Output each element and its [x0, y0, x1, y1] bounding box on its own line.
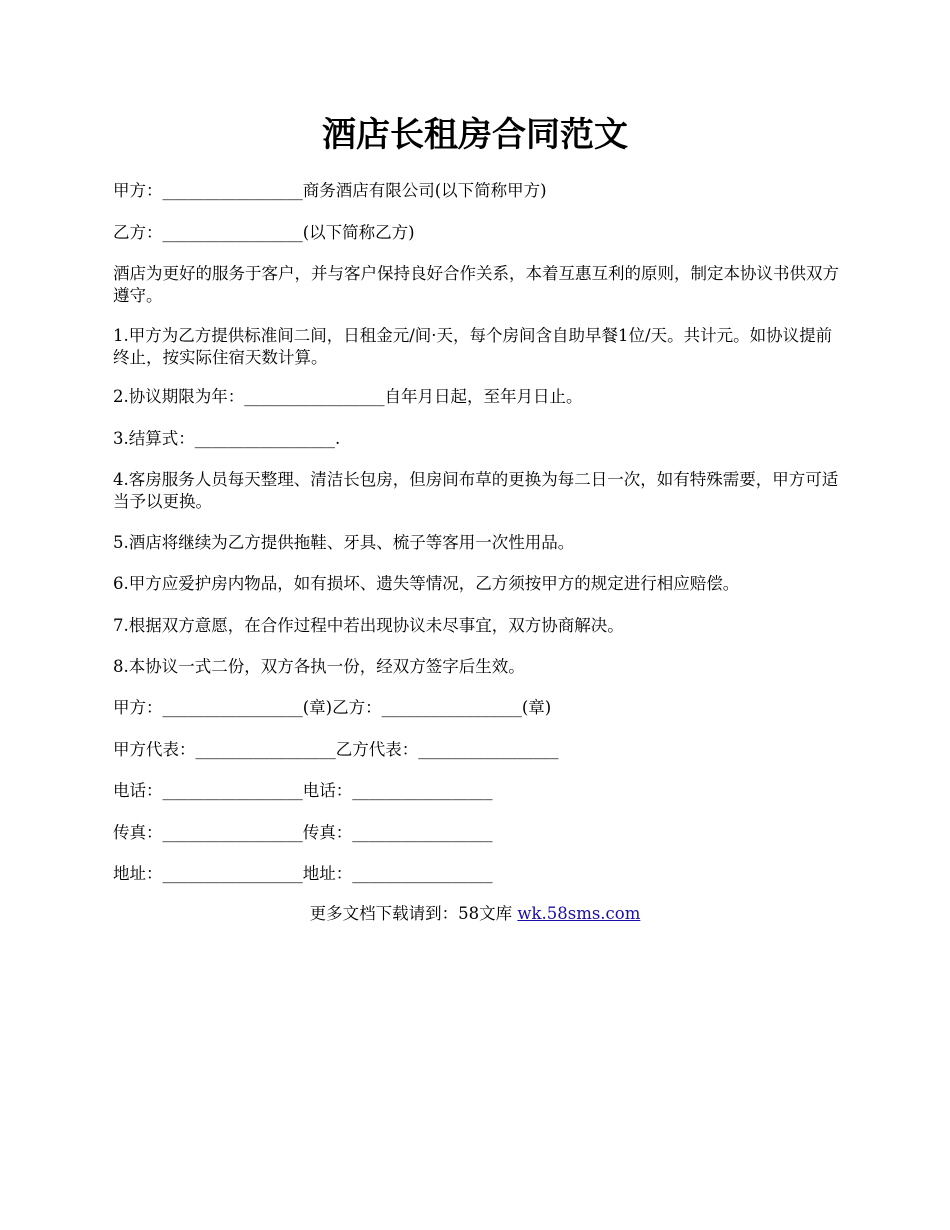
- clause-1: 1.甲方为乙方提供标准间二间，日租金元/间·天，每个房间含自助早餐1位/天。共计元。如协议提前终止，按实际住宿天数计算。: [113, 326, 833, 367]
- clause-2: 2.协议期限为年：_________________自年月日起，至年月日止。: [113, 387, 583, 406]
- party-a-line: 甲方：_________________商务酒店有限公司(以下简称甲方): [113, 181, 547, 200]
- clause-6: 6.甲方应爱护房内物品，如有损坏、遗失等情况，乙方须按甲方的规定进行相应赔偿。: [113, 574, 740, 593]
- phone-line: 电话：_________________电话：_________________: [113, 781, 493, 800]
- clause-7: 7.根据双方意愿，在合作过程中若出现协议未尽事宜，双方协商解决。: [113, 616, 624, 635]
- clause-8: 8.本协议一式二份，双方各执一份，经双方签字后生效。: [113, 657, 525, 676]
- representative-line: 甲方代表：_________________乙方代表：_________________: [113, 740, 559, 759]
- clause-5: 5.酒店将继续为乙方提供拖鞋、牙具、梳子等客用一次性用品。: [113, 533, 575, 552]
- address-line: 地址：_________________地址：_________________: [113, 864, 493, 883]
- document-title: 酒店长租房合同范文: [322, 115, 628, 155]
- clause-4: 4.客房服务人员每天整理、清洁长包房，但房间布草的更换为每二日一次，如有特殊需要，甲方可适当予以更换。: [113, 470, 839, 511]
- fax-line: 传真：_________________传真：_________________: [113, 823, 493, 842]
- preamble-paragraph: 酒店为更好的服务于客户，并与客户保持良好合作关系，本着互惠互利的原则，制定本协议书供双方遵守。: [113, 264, 839, 305]
- signature-seal-line: 甲方：_________________(章)乙方：_________________(章): [113, 698, 552, 717]
- footer-download-note: [0, 903, 950, 925]
- clause-3: 3.结算式：_________________.: [113, 429, 341, 448]
- party-b-line: 乙方：_________________(以下简称乙方): [113, 223, 415, 242]
- footer-prefix: 更多文档下载请到：58文库: [309, 904, 518, 923]
- footer-link[interactable]: wk.58sms.com: [517, 904, 641, 923]
